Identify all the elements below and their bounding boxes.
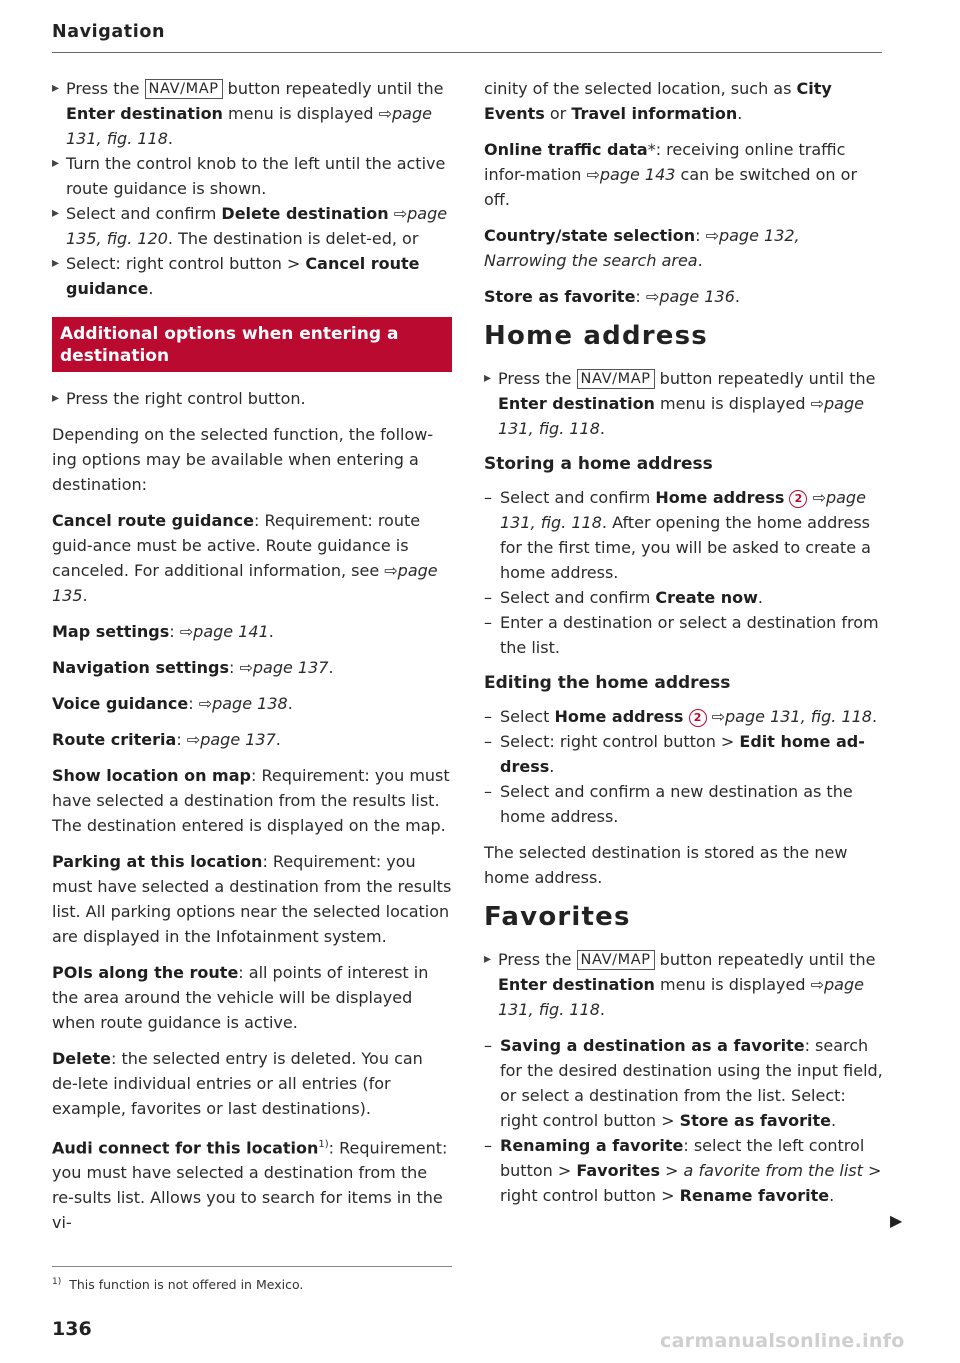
- storing-step-3: – Enter a destination or select a destination from the list.: [484, 610, 884, 660]
- options-intro: Depending on the selected function, the follow-ing options may be available when entering a destination:: [52, 425, 434, 494]
- page-reference[interactable]: ⇨page 131, fig. 118: [498, 394, 864, 438]
- heading-favorites: Favorites: [484, 902, 631, 932]
- option-store-favorite: Store as favorite: ⇨page 136.: [484, 287, 740, 306]
- option-delete: Delete: the selected entry is deleted. You can de-lete individual entries or all entries (for example, favorites or last destinations).: [52, 1049, 423, 1118]
- page-reference[interactable]: ⇨page 143: [586, 165, 676, 184]
- section-title: Navigation: [52, 22, 166, 42]
- page-reference[interactable]: ⇨page 131, fig. 118: [711, 707, 872, 726]
- heading-storing-home: Storing a home address: [484, 454, 713, 474]
- heading-home-address: Home address: [484, 321, 708, 351]
- left-column: [52, 76, 452, 1246]
- callout-number-icon: 2: [789, 490, 807, 508]
- nav-map-key: NAV/MAP: [577, 950, 655, 970]
- audi-connect-continued: cinity of the selected location, such as City Events or Travel information.: [484, 79, 832, 123]
- fav-saving: – Saving a destination as a favorite: search for the desired destination using the input field, or select a destination from the list. Select: right control button > Store as favorite.: [484, 1033, 884, 1133]
- page-reference[interactable]: ⇨page 137: [186, 730, 276, 749]
- option-show-on-map: Show location on map: Requirement: you must have selected a destination from the results list. The destination entered is displayed on the map.: [52, 766, 450, 835]
- page-reference[interactable]: ⇨page 131, fig. 118: [500, 488, 866, 532]
- editing-step-3: – Select and confirm a new destination as the home address.: [484, 779, 884, 829]
- right-column: [484, 76, 884, 1208]
- page-header: [52, 22, 882, 53]
- option-parking: Parking at this location: Requirement: you must have selected a destination from the results list. All parking options near the selected location are displayed in the Infotainment system.: [52, 852, 452, 946]
- step-press-right-button: ▸ Press the right control button.: [52, 386, 452, 411]
- heading-editing-home: Editing the home address: [484, 673, 731, 693]
- callout-number-icon: 2: [689, 709, 707, 727]
- page-reference[interactable]: ⇨page 136: [645, 287, 735, 306]
- watermark: carmanualsonline.info: [660, 1330, 905, 1352]
- step-home-press-nav-map: ▸ Press the NAV/MAP button repeatedly until the Enter destination menu is displayed ⇨page 131, fig. 118.: [484, 366, 884, 441]
- option-online-traffic: Online traffic data*: receiving online traffic infor-mation ⇨page 143 can be switched on or off.: [484, 140, 858, 209]
- page-reference[interactable]: ⇨page 135: [52, 561, 438, 605]
- nav-map-key: NAV/MAP: [145, 79, 223, 99]
- page-reference[interactable]: ⇨page 132, Narrowing the search area: [484, 226, 800, 270]
- section-heading-box: Additional options when entering a destination: [52, 317, 452, 372]
- page-reference[interactable]: ⇨page 138: [198, 694, 288, 713]
- page-reference[interactable]: ⇨page 137: [239, 658, 329, 677]
- option-route-criteria: Route criteria: ⇨page 137.: [52, 730, 281, 749]
- option-country-selection: Country/state selection: ⇨page 132, Narrowing the search area.: [484, 226, 800, 270]
- page-reference[interactable]: ⇨page 131, fig. 118: [498, 975, 864, 1019]
- option-pois: POIs along the route: all points of interest in the area around the vehicle will be displayed when route guidance is active.: [52, 963, 429, 1032]
- storing-step-1: – Select and confirm Home address 2 ⇨page 131, fig. 118. After opening the home address for the first time, you will be asked to create a home address.: [484, 485, 884, 585]
- footnote: $^{1)}$ This function is not offered in Mexico.: [52, 1277, 304, 1293]
- step-delete-destination: ▸ Select and confirm Delete destination ⇨page 135, fig. 120. The destination is delet-ed, or: [52, 201, 452, 251]
- page-reference[interactable]: ⇨page 141: [179, 622, 269, 641]
- step-fav-press-nav-map: ▸ Press the NAV/MAP button repeatedly until the Enter destination menu is displayed ⇨page 131, fig. 118.: [484, 947, 884, 1022]
- fav-renaming: – Renaming a favorite: select the left control button > Favorites > a favorite from the list > right control button > Rename favorite.: [484, 1133, 884, 1208]
- option-cancel-route: Cancel route guidance: Requirement: route guid-ance must be active. Route guidance is canceled. For additional information, see ⇨page 135.: [52, 511, 438, 605]
- page-reference[interactable]: ⇨page 131, fig. 118: [66, 104, 432, 148]
- page-reference[interactable]: ⇨page 135, fig. 120: [66, 204, 448, 248]
- step-cancel-route: ▸ Select: right control button > Cancel route guidance.: [52, 251, 452, 301]
- step-turn-knob: ▸ Turn the control knob to the left until the active route guidance is shown.: [52, 151, 452, 201]
- home-stored-note: The selected destination is stored as the new home address.: [484, 843, 848, 887]
- option-navigation-settings: Navigation settings: ⇨page 137.: [52, 658, 334, 677]
- option-map-settings: Map settings: ⇨page 141.: [52, 622, 274, 641]
- footnote-divider: [52, 1266, 452, 1267]
- storing-step-2: – Select and confirm Create now.: [484, 585, 884, 610]
- editing-step-1: – Select Home address 2 ⇨page 131, fig. 118.: [484, 704, 884, 729]
- footnote-marker: 1): [318, 1139, 329, 1150]
- continue-arrow-icon: ▶: [890, 1211, 903, 1230]
- option-audi-connect: Audi connect for this location$^{1)}$: Requirement: you must have selected a destination from the re-sults list. Allows you to search for items in the vi-: [52, 1138, 448, 1233]
- step-press-nav-map: ▸ Press the NAV/MAP button repeatedly until the Enter destination menu is displayed ⇨page 131, fig. 118.: [52, 76, 452, 151]
- nav-map-key: NAV/MAP: [577, 369, 655, 389]
- option-voice-guidance: Voice guidance: ⇨page 138.: [52, 694, 293, 713]
- page-number: 136: [52, 1318, 92, 1340]
- editing-step-2: – Select: right control button > Edit home ad-dress.: [484, 729, 884, 779]
